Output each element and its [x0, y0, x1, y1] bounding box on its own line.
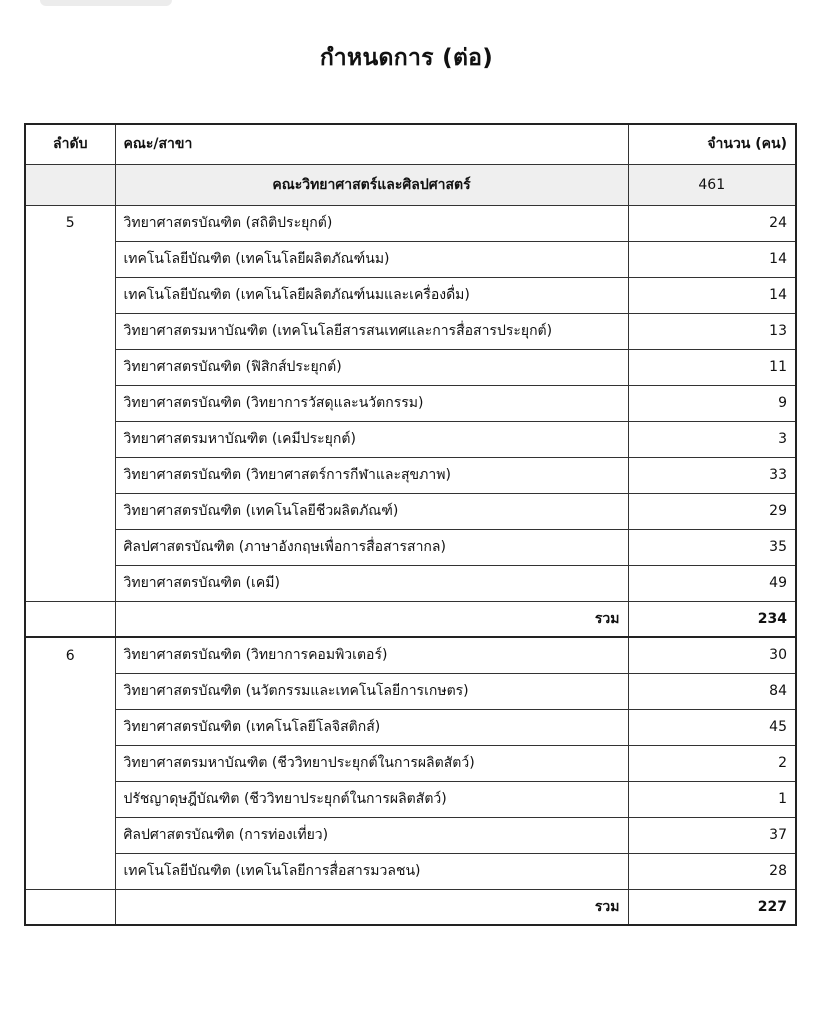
row-seq [25, 421, 115, 457]
row-seq [25, 817, 115, 853]
table-row [25, 349, 796, 385]
row-count: 1 [628, 781, 796, 817]
row-count: 84 [628, 673, 796, 709]
table-row [25, 853, 796, 889]
table-row [25, 205, 796, 241]
total-row [25, 601, 796, 637]
row-seq [25, 457, 115, 493]
row-program-name: วิทยาศาสตรบัณฑิต (เทคโนโลยีชีวผลิตภัณฑ์) [115, 493, 628, 529]
row-count: 49 [628, 565, 796, 601]
faculty-row [25, 164, 796, 205]
table-header-row [25, 124, 796, 164]
table-row [25, 241, 796, 277]
row-program-name: วิทยาศาสตรบัณฑิต (วิทยาศาสตร์การกีฬาและสุขภาพ) [115, 457, 628, 493]
row-count: 37 [628, 817, 796, 853]
header-faculty: คณะ/สาขา [115, 124, 628, 164]
row-count: 24 [628, 205, 796, 241]
total-value: 227 [628, 889, 796, 925]
row-program-name: เทคโนโลยีบัณฑิต (เทคโนโลยีผลิตภัณฑ์นม) [115, 241, 628, 277]
row-seq [25, 529, 115, 565]
table-row [25, 493, 796, 529]
row-program-name: เทคโนโลยีบัณฑิต (เทคโนโลยีผลิตภัณฑ์นมและเครื่องดื่ม) [115, 277, 628, 313]
row-seq [25, 277, 115, 313]
table-row [25, 673, 796, 709]
row-seq [25, 781, 115, 817]
row-program-name: วิทยาศาสตรบัณฑิต (นวัตกรรมและเทคโนโลยีการเกษตร) [115, 673, 628, 709]
row-seq [25, 493, 115, 529]
total-seq-cell [25, 601, 115, 637]
table-row [25, 457, 796, 493]
graduates-table [24, 123, 797, 926]
row-seq [25, 709, 115, 745]
row-count: 3 [628, 421, 796, 457]
row-count: 14 [628, 277, 796, 313]
total-label: รวม [115, 601, 628, 637]
row-program-name: ศิลปศาสตรบัณฑิต (การท่องเที่ยว) [115, 817, 628, 853]
row-count: 45 [628, 709, 796, 745]
row-seq [25, 313, 115, 349]
row-program-name: วิทยาศาสตรบัณฑิต (วิทยาการวัสดุและนวัตกรรม) [115, 385, 628, 421]
table-row [25, 709, 796, 745]
row-count: 30 [628, 637, 796, 673]
row-seq [25, 673, 115, 709]
row-count: 14 [628, 241, 796, 277]
table-row [25, 277, 796, 313]
row-seq [25, 745, 115, 781]
table-body [25, 164, 796, 925]
table-row [25, 817, 796, 853]
row-program-name: วิทยาศาสตรบัณฑิต (สถิติประยุกต์) [115, 205, 628, 241]
faculty-name: คณะวิทยาศาสตร์และศิลปศาสตร์ [115, 164, 628, 205]
row-seq [25, 853, 115, 889]
table-row [25, 637, 796, 673]
row-seq: 5 [25, 205, 115, 241]
table-row [25, 421, 796, 457]
row-count: 2 [628, 745, 796, 781]
total-row [25, 889, 796, 925]
row-program-name: ปรัชญาดุษฎีบัณฑิต (ชีววิทยาประยุกต์ในการผลิตสัตว์) [115, 781, 628, 817]
row-seq: 6 [25, 637, 115, 673]
row-program-name: วิทยาศาสตรมหาบัณฑิต (ชีววิทยาประยุกต์ในการผลิตสัตว์) [115, 745, 628, 781]
row-count: 13 [628, 313, 796, 349]
row-program-name: วิทยาศาสตรบัณฑิต (เคมี) [115, 565, 628, 601]
row-seq [25, 349, 115, 385]
page-title: กำหนดการ (ต่อ) [319, 45, 494, 71]
row-count: 29 [628, 493, 796, 529]
row-program-name: วิทยาศาสตรบัณฑิต (เทคโนโลยีโลจิสติกส์) [115, 709, 628, 745]
row-program-name: วิทยาศาสตรบัณฑิต (ฟิสิกส์ประยุกต์) [115, 349, 628, 385]
top-bar [40, 0, 172, 6]
row-program-name: วิทยาศาสตรบัณฑิต (วิทยาการคอมพิวเตอร์) [115, 637, 628, 673]
total-value: 234 [628, 601, 796, 637]
header-count: จำนวน (คน) [628, 124, 796, 164]
total-seq-cell [25, 889, 115, 925]
faculty-seq-cell [25, 164, 115, 205]
table-row [25, 313, 796, 349]
faculty-count: 461 [628, 164, 796, 205]
row-seq [25, 241, 115, 277]
header-seq: ลำดับ [25, 124, 115, 164]
table-row [25, 565, 796, 601]
row-seq [25, 565, 115, 601]
table-row [25, 385, 796, 421]
row-program-name: ศิลปศาสตรบัณฑิต (ภาษาอังกฤษเพื่อการสื่อสารสากล) [115, 529, 628, 565]
table-row [25, 745, 796, 781]
row-program-name: วิทยาศาสตรมหาบัณฑิต (เทคโนโลยีสารสนเทศและการสื่อสารประยุกต์) [115, 313, 628, 349]
row-count: 35 [628, 529, 796, 565]
row-count: 33 [628, 457, 796, 493]
row-count: 28 [628, 853, 796, 889]
table-row [25, 529, 796, 565]
row-seq [25, 385, 115, 421]
total-label: รวม [115, 889, 628, 925]
row-program-name: วิทยาศาสตรมหาบัณฑิต (เคมีประยุกต์) [115, 421, 628, 457]
row-count: 11 [628, 349, 796, 385]
row-count: 9 [628, 385, 796, 421]
row-program-name: เทคโนโลยีบัณฑิต (เทคโนโลยีการสื่อสารมวลชน) [115, 853, 628, 889]
table-row [25, 781, 796, 817]
